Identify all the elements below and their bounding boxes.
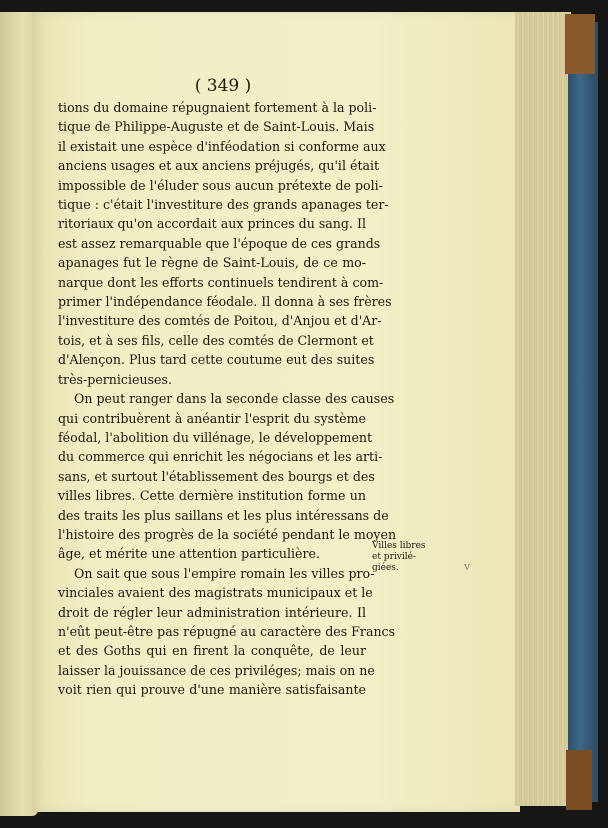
text-line: ritoriaux qu'on accordait aux princes du sang. Il <box>58 216 366 232</box>
text-line: vinciales avaient des magistrats municipaux et le <box>58 585 373 601</box>
cover-corner-top <box>565 14 595 74</box>
text-line: tique : c'était l'investiture des grands apanages ter- <box>58 197 389 213</box>
text-line: voit rien qui prouve d'une manière satisfaisante <box>58 682 366 698</box>
cover-corner-bottom <box>566 750 592 810</box>
paragraph-start: On peut ranger dans la seconde classe des causes <box>74 391 395 407</box>
text-line: qui contribuèrent à anéantir l'esprit du système <box>58 410 366 426</box>
book-cover-spine <box>568 22 598 802</box>
paragraph-start: On sait que sous l'empire romain les villes pro- <box>74 565 375 581</box>
text-line: très-pernicieuses. <box>58 371 172 387</box>
pencil-mark: v <box>464 560 471 573</box>
text-line: du commerce qui enrichit les négocians et les arti- <box>58 449 383 465</box>
text-line: tions du domaine répugnaient fortement à la poli- <box>58 100 377 115</box>
text-line: féodal, l'abolition du villénage, le développement <box>58 429 373 445</box>
page-block-edges <box>515 12 571 806</box>
text-line: âge, et mérite une attention particulière. <box>58 546 320 562</box>
text-line: et des Goths qui en firent la conquête, de leur <box>58 643 366 659</box>
text-line: tique de Philippe-Auguste et de Saint-Louis. Mais <box>58 119 375 135</box>
text-line: l'histoire des progrès de la société pendant le moyen <box>58 526 397 542</box>
text-line: apanages fut le règne de Saint-Louis, de ce mo- <box>58 255 366 271</box>
text-line: il existait une espèce d'inféodation si conforme aux <box>58 138 386 154</box>
text-line: droit de régler leur administration intérieure. Il <box>58 604 366 620</box>
text-line: villes libres. Cette dernière institution forme un <box>58 488 366 504</box>
text-line: n'eût peut-être pas répugné au caractère des Francs <box>58 623 396 639</box>
margin-note-line: et privilé- <box>372 552 416 562</box>
text-line: impossible de l'éluder sous aucun prétexte de poli- <box>58 177 383 193</box>
text-line: tois, et à ses fils, celle des comtés de Clermont et <box>58 332 374 348</box>
text-line: sans, et surtout l'établissement des bourgs et des <box>58 468 375 484</box>
text-line: laisser la jouissance de ces priviléges; mais on ne <box>58 662 375 678</box>
text-line: narque dont les efforts continuels tendirent à com- <box>58 274 384 290</box>
margin-note-line: Villes libres <box>372 541 426 551</box>
text-line: primer l'indépendance féodale. Il donna à ses frères <box>58 294 392 310</box>
text-line: d'Alençon. Plus tard cette coutume eut des suites <box>58 352 375 368</box>
margin-note <box>372 541 432 574</box>
text-line: des traits les plus saillans et les plus intéressans de <box>58 507 389 523</box>
text-line: l'investiture des comtés de Poitou, d'Anjou et d'Ar- <box>58 313 382 329</box>
page-number: ( 349 ) <box>194 76 252 96</box>
margin-note-line: giées. <box>372 563 399 573</box>
text-line: anciens usages et aux anciens préjugés, qu'il était <box>58 158 380 174</box>
text-line: est assez remarquable que l'époque de ces grands <box>58 235 381 251</box>
